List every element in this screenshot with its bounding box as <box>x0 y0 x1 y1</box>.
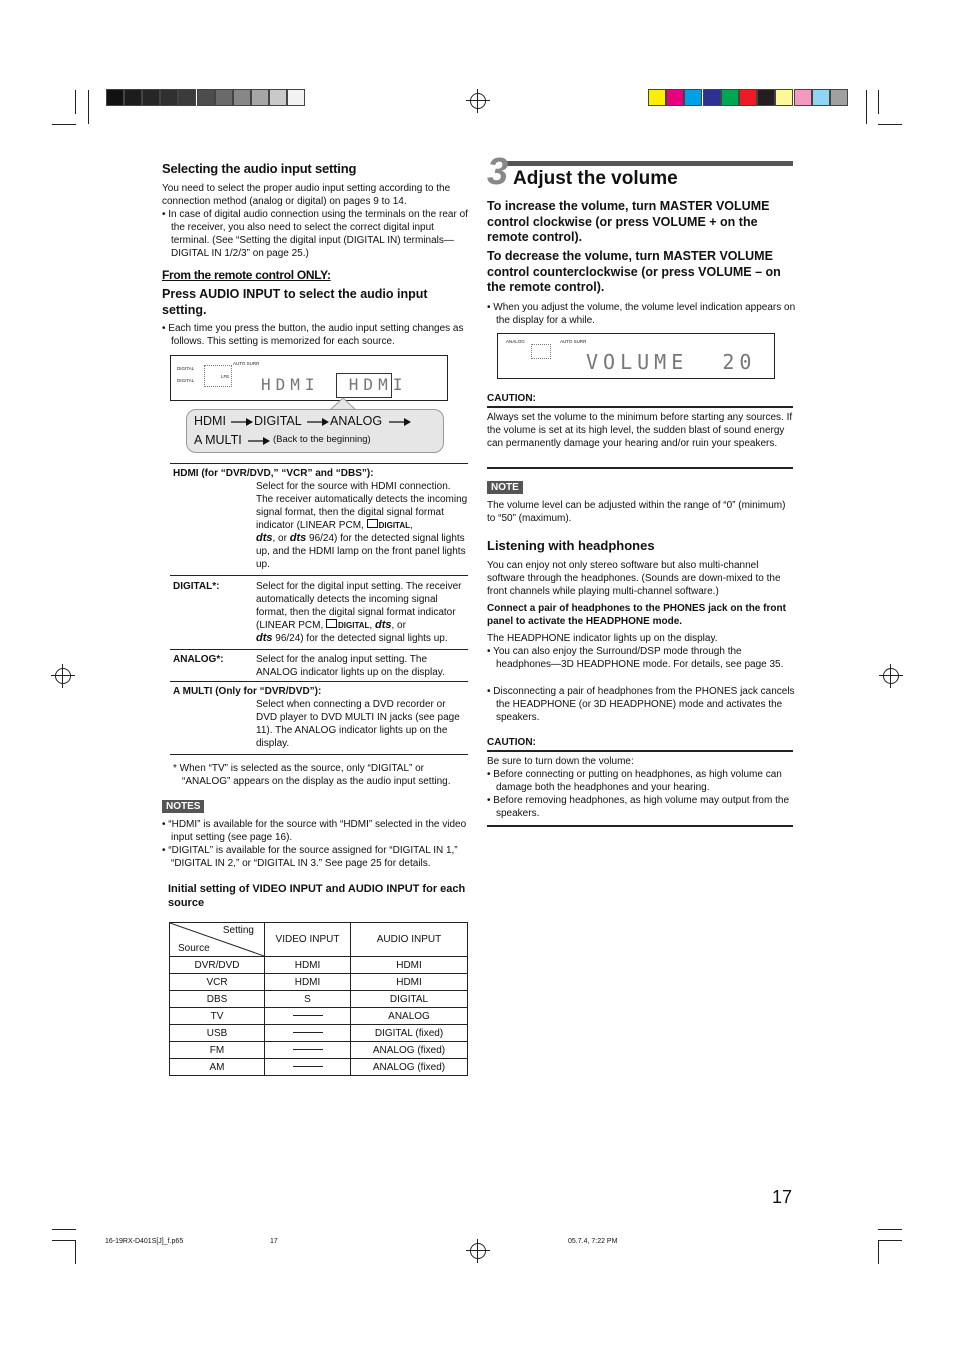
arrow-right-icon <box>307 418 329 426</box>
caution2-bullet: • Before connecting or putting on headphones, as high volume can damage both the headphones and your hearing. <box>487 769 782 793</box>
decrease-instruction: To decrease the volume, turn MASTER VOLUME control counterclockwise (or press VOLUME – on the remote control). <box>487 249 781 294</box>
table-row <box>170 1042 468 1059</box>
intro-bullet: • In case of digital audio connection using the terminals on the rear of the receiver, you also need to select the correct digital input terminal. (See “Setting the digital input (DIGITAL IN) terminals—DIGITAL IN 1/2/3” on page 25.) <box>162 209 468 259</box>
note-label: NOTE <box>487 481 523 494</box>
gray-swatch <box>124 89 142 106</box>
video-input-cell <box>265 1008 351 1025</box>
gray-swatch <box>251 89 269 106</box>
display-segment-text: HDMI HDMI <box>261 375 408 394</box>
arrow-right-icon <box>389 418 411 426</box>
registration-mark-icon <box>470 1243 486 1259</box>
divider <box>487 406 793 408</box>
headphones-title: Listening with headphones <box>487 538 655 553</box>
divider <box>170 754 468 755</box>
section-title: Selecting the audio input setting <box>162 161 357 176</box>
flow-step-analog: ANALOG <box>330 414 383 428</box>
registration-mark-icon <box>470 93 486 109</box>
color-swatch <box>684 89 702 106</box>
footer-page: 17 <box>270 1238 278 1245</box>
divider <box>487 825 793 827</box>
crop-mark <box>52 124 76 125</box>
definition-hdmi-term: HDMI (for “DVR/DVD,” “VCR” and “DBS”): <box>173 468 374 479</box>
indicator-auto-surr: AUTO SURR <box>233 361 260 366</box>
table-title: Initial setting of VIDEO INPUT and AUDIO INPUT for each source <box>168 883 466 909</box>
caution-text: Always set the volume to the minimum before starting any sources. If the volume is set at its high level, the sudden blast of sound energy can permanently damage your hearing and/or ruin your speakers. <box>487 412 793 449</box>
source-cell: DBS <box>170 991 265 1008</box>
gray-swatch <box>233 89 251 106</box>
definition-hdmi-desc: Select for the source with HDMI connection. The receiver automatically detects the incoming signal format, then the digital signal format indicator (LINEAR PCM, DIGITAL, dts, or dts 96/24) for the detected signal lights up, and the HDMI lamp on the front panel lights up. <box>256 481 468 570</box>
color-swatch <box>703 89 721 106</box>
intro-text: You need to select the proper audio input setting according to the connection method (analog or digital) on pages 9 to 14. <box>162 183 451 207</box>
video-input-cell <box>265 1042 351 1059</box>
table-row <box>170 974 468 991</box>
source-cell: TV <box>170 1008 265 1025</box>
headphones-intro: You can enjoy not only stereo software but also multi-channel software through the headphones. (Sounds are down-mixed to the front channels while playing multi-channel software.) <box>487 560 781 597</box>
gray-swatch <box>287 89 305 106</box>
speaker-indicator-icons <box>204 365 232 387</box>
crop-mark <box>88 90 89 124</box>
title-bar <box>506 161 793 166</box>
gray-swatch <box>215 89 233 106</box>
caution2-bullet: • Before removing headphones, as high volume may output from the speakers. <box>487 795 790 819</box>
gray-swatch <box>160 89 178 106</box>
gray-swatch <box>178 89 196 106</box>
dolby-digital-logo: DIGITAL <box>367 521 410 530</box>
note-item: • “DIGITAL” is available for the source assigned for “DIGITAL IN 1,” “DIGITAL IN 2,” or “DIGITAL IN 3.” See page 25 for details. <box>162 845 458 869</box>
volume-display <box>497 333 775 379</box>
source-cell: VCR <box>170 974 265 991</box>
color-swatch <box>648 89 666 106</box>
crop-mark <box>52 1229 76 1230</box>
flow-step-hdmi: HDMI <box>194 414 226 428</box>
initial-settings-table <box>169 922 468 1076</box>
definition-analog-term: ANALOG*: <box>173 654 224 665</box>
dolby-digital-logo: DIGITAL <box>326 621 369 630</box>
dash-line <box>293 1015 323 1016</box>
note-item: • “HDMI” is available for the source with “HDMI” selected in the video input setting (see page 16). <box>162 819 467 843</box>
arrow-right-icon <box>248 437 270 445</box>
dts-logo: dts <box>256 632 273 644</box>
video-input-cell: HDMI <box>265 957 351 974</box>
header-setting-source: Setting Source <box>170 923 265 957</box>
receiver-display <box>170 355 448 401</box>
video-input-cell <box>265 1059 351 1076</box>
audio-input-cell: DIGITAL <box>351 991 468 1008</box>
source-cell: FM <box>170 1042 265 1059</box>
headphones-bullet: • You can also enjoy the Surround/DSP mode through the headphones—3D HEADPHONE mode. For details, see page 35. <box>487 646 784 670</box>
divider <box>170 649 468 650</box>
caution2-intro: Be sure to turn down the volume: <box>487 756 634 767</box>
crop-mark <box>75 90 76 114</box>
crop-mark <box>878 1240 902 1241</box>
source-cell: DVR/DVD <box>170 957 265 974</box>
color-swatch <box>721 89 739 106</box>
table-row <box>170 957 468 974</box>
crop-mark <box>878 1229 902 1230</box>
dash-line <box>293 1049 323 1050</box>
dts-logo: dts <box>256 532 273 544</box>
crop-mark <box>866 90 867 124</box>
color-swatch <box>775 89 793 106</box>
crop-mark <box>878 90 879 114</box>
headphones-instruction: Connect a pair of headphones to the PHONES jack on the front panel to activate the HEADPHONE mode. <box>487 603 786 627</box>
gray-swatch <box>106 89 124 106</box>
footer-file: 16-19RX-D401S[J]_f.p65 <box>105 1238 184 1245</box>
divider <box>170 681 468 682</box>
flow-back-text: (Back to the beginning) <box>273 434 371 445</box>
dts-logo: dts <box>374 619 392 631</box>
dts-logo: dts <box>289 532 307 544</box>
headphones-indicator: The HEADPHONE indicator lights up on the display. <box>487 633 718 644</box>
divider <box>487 467 793 469</box>
video-input-cell <box>265 1025 351 1042</box>
indicator-dolby-digital: DIGITAL <box>177 378 195 383</box>
registration-mark-icon <box>883 668 899 684</box>
header-audio-input: AUDIO INPUT <box>351 923 468 957</box>
remote-heading: From the remote control ONLY: <box>162 268 331 282</box>
audio-input-flow <box>186 409 444 453</box>
press-bullet: • Each time you press the button, the audio input setting changes as follows. This setting is memorized for each source. <box>162 323 464 347</box>
video-input-cell: S <box>265 991 351 1008</box>
right-title: Adjust the volume <box>513 168 678 189</box>
dash-line <box>293 1032 323 1033</box>
arrow-right-icon <box>231 418 253 426</box>
audio-input-cell: DIGITAL (fixed) <box>351 1025 468 1042</box>
flow-step-digital: DIGITAL <box>254 414 302 428</box>
gray-swatch <box>197 89 215 106</box>
video-input-cell: HDMI <box>265 974 351 991</box>
divider <box>487 750 793 752</box>
speaker-indicator-icons <box>531 344 551 359</box>
source-cell: USB <box>170 1025 265 1042</box>
table-body <box>170 957 468 1076</box>
definition-analog-desc: Select for the analog input setting. The ANALOG indicator lights up on the display. <box>256 654 445 678</box>
note-text: The volume level can be adjusted within the range of “0” (minimum) to “50” (maximum). <box>487 500 786 524</box>
flow-step-a-multi: A MULTI <box>194 433 242 447</box>
audio-input-cell: HDMI <box>351 974 468 991</box>
indicator-digital: DIGITAL <box>177 366 195 371</box>
dash-line <box>293 1066 323 1067</box>
crop-mark <box>878 1240 879 1264</box>
footer-date: 05.7.4, 7:22 PM <box>568 1238 618 1245</box>
table-row <box>170 1008 468 1025</box>
display-highlight-box <box>336 373 392 398</box>
divider <box>170 575 468 576</box>
color-swatch <box>757 89 775 106</box>
caution2-label: CAUTION: <box>487 737 536 748</box>
table-header-row <box>170 923 468 957</box>
divider <box>170 463 468 464</box>
increase-instruction: To increase the volume, turn MASTER VOLUME control clockwise (or press VOLUME + on the remote control). <box>487 199 770 244</box>
volume-segment-text: VOLUME 20 <box>586 350 757 374</box>
color-swatch <box>666 89 684 106</box>
definition-digital-term: DIGITAL*: <box>173 581 220 592</box>
gray-swatch <box>269 89 287 106</box>
audio-input-cell: ANALOG (fixed) <box>351 1042 468 1059</box>
audio-input-cell: ANALOG (fixed) <box>351 1059 468 1076</box>
indicator-analog: ANALOG <box>506 339 525 344</box>
color-swatch <box>812 89 830 106</box>
headphones-bullet: • Disconnecting a pair of headphones from the PHONES jack cancels the HEADPHONE (or 3D HEADPHONE) mode and activates the speakers. <box>487 686 795 723</box>
table-row <box>170 991 468 1008</box>
registration-mark-icon <box>55 668 71 684</box>
audio-input-cell: HDMI <box>351 957 468 974</box>
source-cell: AM <box>170 1059 265 1076</box>
definition-amulti-desc: Select when connecting a DVD recorder or DVD player to DVD MULTI IN jacks (see page 11). The ANALOG indicator lights up on the display. <box>256 699 460 749</box>
color-swatch <box>739 89 757 106</box>
crop-mark <box>75 1240 76 1264</box>
gray-swatch <box>142 89 160 106</box>
header-video-input: VIDEO INPUT <box>265 923 351 957</box>
audio-input-cell: ANALOG <box>351 1008 468 1025</box>
footnote: * When “TV” is selected as the source, only “DIGITAL” or “ANALOG” appears on the display as the audio input setting. <box>173 763 451 787</box>
table-row <box>170 1025 468 1042</box>
step-number: 3 <box>487 151 509 193</box>
definition-digital-desc: Select for the digital input setting. The receiver automatically detects the incoming signal format, then the digital signal format indicator (LINEAR PCM, DIGITAL, dts, or dts 96/24) for the detected signal lights up. <box>256 581 462 644</box>
indicator-auto-surr: AUTO SURR <box>560 339 587 344</box>
press-instruction: Press AUDIO INPUT to select the audio input setting. <box>162 287 428 317</box>
page-number: 17 <box>772 1187 793 1207</box>
definition-amulti-term: A MULTI (Only for “DVR/DVD”): <box>173 686 322 697</box>
color-swatch <box>794 89 812 106</box>
crop-mark <box>878 124 902 125</box>
caution-label: CAUTION: <box>487 393 536 404</box>
table-row <box>170 1059 468 1076</box>
volume-bullet: • When you adjust the volume, the volume level indication appears on the display for a while. <box>487 302 796 326</box>
color-swatch <box>830 89 848 106</box>
notes-label: NOTES <box>162 800 204 813</box>
indicator-lfe: LFE <box>221 374 230 379</box>
crop-mark <box>52 1240 76 1241</box>
